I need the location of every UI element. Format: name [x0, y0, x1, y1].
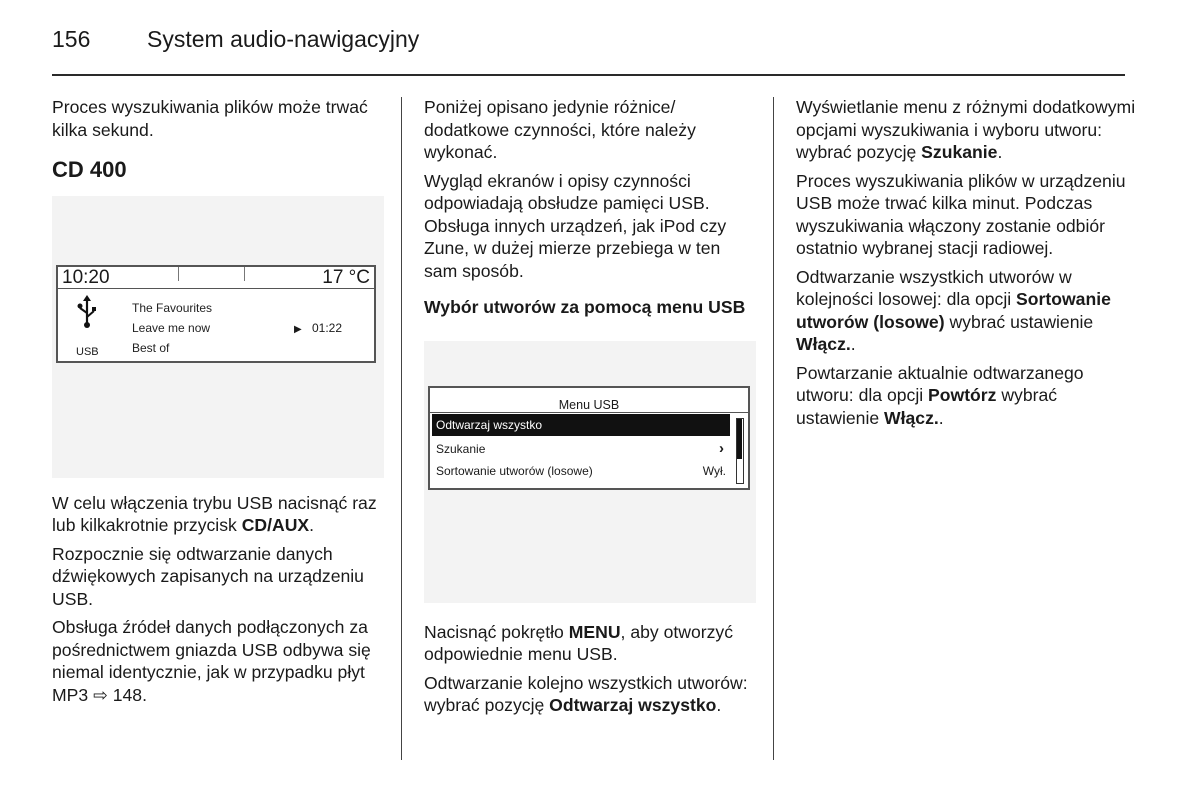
divider-tick: [244, 267, 245, 281]
page-reference: 148.: [107, 684, 147, 705]
option-name: Sortowanie utworów (losowe): [796, 289, 1111, 332]
source-label: USB: [76, 345, 99, 358]
menu-scrollbar: [736, 418, 744, 484]
button-name: MENU: [568, 621, 621, 642]
paragraph: Powtarzanie aktualnie odtwarzanego utworu: dla opcji Powtórz wybrać ustawienie Włącz..: [796, 362, 1084, 428]
option-name: Powtórz: [928, 385, 997, 405]
menu-title: Menu USB: [558, 397, 620, 412]
play-icon: ▶: [294, 323, 302, 335]
divider-tick: [178, 267, 179, 281]
page-reference-icon: ⇨: [93, 684, 108, 705]
track-line: Leave me now: [132, 320, 211, 335]
column-divider: [401, 97, 402, 760]
option-value: Włącz.: [796, 334, 851, 354]
cd400-usb-screen-figure: [52, 196, 384, 478]
paragraph: Odtwarzanie kolejno wszystkich utworów: wybrać pozycję Odtwarzaj wszystko.: [424, 672, 748, 715]
paragraph: Rozpocznie się odtwarzanie danych dźwiękowych zapisanych na urządzeniu USB.: [52, 543, 364, 609]
usb-playback-display: [56, 265, 376, 363]
elapsed-time: 01:22: [312, 320, 343, 335]
page-title: System audio-nawigacyjny: [147, 26, 420, 52]
paragraph: Nacisnąć pokrętło MENU, aby otworzyć odpowiednie menu USB.: [424, 621, 733, 664]
track-line: The Favourites: [132, 300, 213, 315]
usb-menu-display: [428, 386, 750, 490]
menu-item-play-all: Odtwarzaj wszystko: [432, 414, 730, 436]
setting-value: Wył.: [702, 463, 726, 478]
temperature: 17 °C: [322, 266, 370, 288]
clock: 10:20: [62, 266, 110, 288]
column-1: [52, 96, 384, 712]
page-number: 156: [52, 26, 91, 52]
scrollbar-thumb: [737, 419, 742, 459]
paragraph: Proces wyszukiwania plików w urządzeniu USB może trwać kilka minut. Podczas wyszukiwania włączony zostanie odbiór ostatnio wybranej stacji radiowej.: [796, 170, 1126, 258]
usb-icon: [76, 295, 98, 335]
button-name: CD/AUX: [241, 515, 310, 535]
column-divider: [773, 97, 774, 760]
section-heading: CD 400: [52, 157, 127, 182]
option-name: Odtwarzaj wszystko: [549, 695, 717, 715]
column-2: [424, 96, 756, 723]
paragraph: Wyświetlanie menu z różnymi dodatkowymi opcjami wyszukiwania i wyboru utworu: wybrać pozycję Szukanie.: [796, 97, 1136, 162]
paragraph: Proces wyszukiwania plików może trwać kilka sekund.: [52, 97, 368, 140]
paragraph: Obsługa źródeł danych podłączonych za pośrednictwem gniazda USB odbywa się niemal identycznie, jak w przypadku płyt MP3 ⇨ 148.: [52, 617, 371, 705]
usb-menu-figure: [424, 341, 756, 603]
paragraph: W celu włączenia trybu USB nacisnąć raz lub kilkakrotnie przycisk CD/AUX.: [52, 492, 377, 535]
status-bar: [58, 267, 374, 289]
track-line: Best of: [132, 340, 170, 355]
option-value: Włącz.: [884, 407, 939, 428]
menu-item-shuffle: Sortowanie utworów (losowe) Wył.: [432, 460, 730, 482]
subsection-heading: Wybór utworów za pomocą menu USB: [424, 297, 746, 317]
header-divider: [52, 74, 1125, 76]
menu-item-search: Szukanie ›: [432, 438, 730, 460]
paragraph: Poniżej opisano jedynie różnice/ dodatkowe czynności, które należy wykonać.: [424, 97, 696, 162]
column-3: [796, 96, 1136, 435]
paragraph: Odtwarzanie wszystkich utworów w kolejności losowej: dla opcji Sortowanie utworów (losowe) wybrać ustawienie Włącz..: [796, 266, 1111, 354]
option-name: Szukanie: [921, 142, 998, 162]
paragraph: Wygląd ekranów i opisy czynności odpowiadają obsłudze pamięci USB. Obsługa innych urządzeń, jak iPod czy Zune, w dużej mierze przebiega w ten sam sposób.: [424, 170, 727, 281]
chevron-right-icon: ›: [719, 439, 724, 457]
